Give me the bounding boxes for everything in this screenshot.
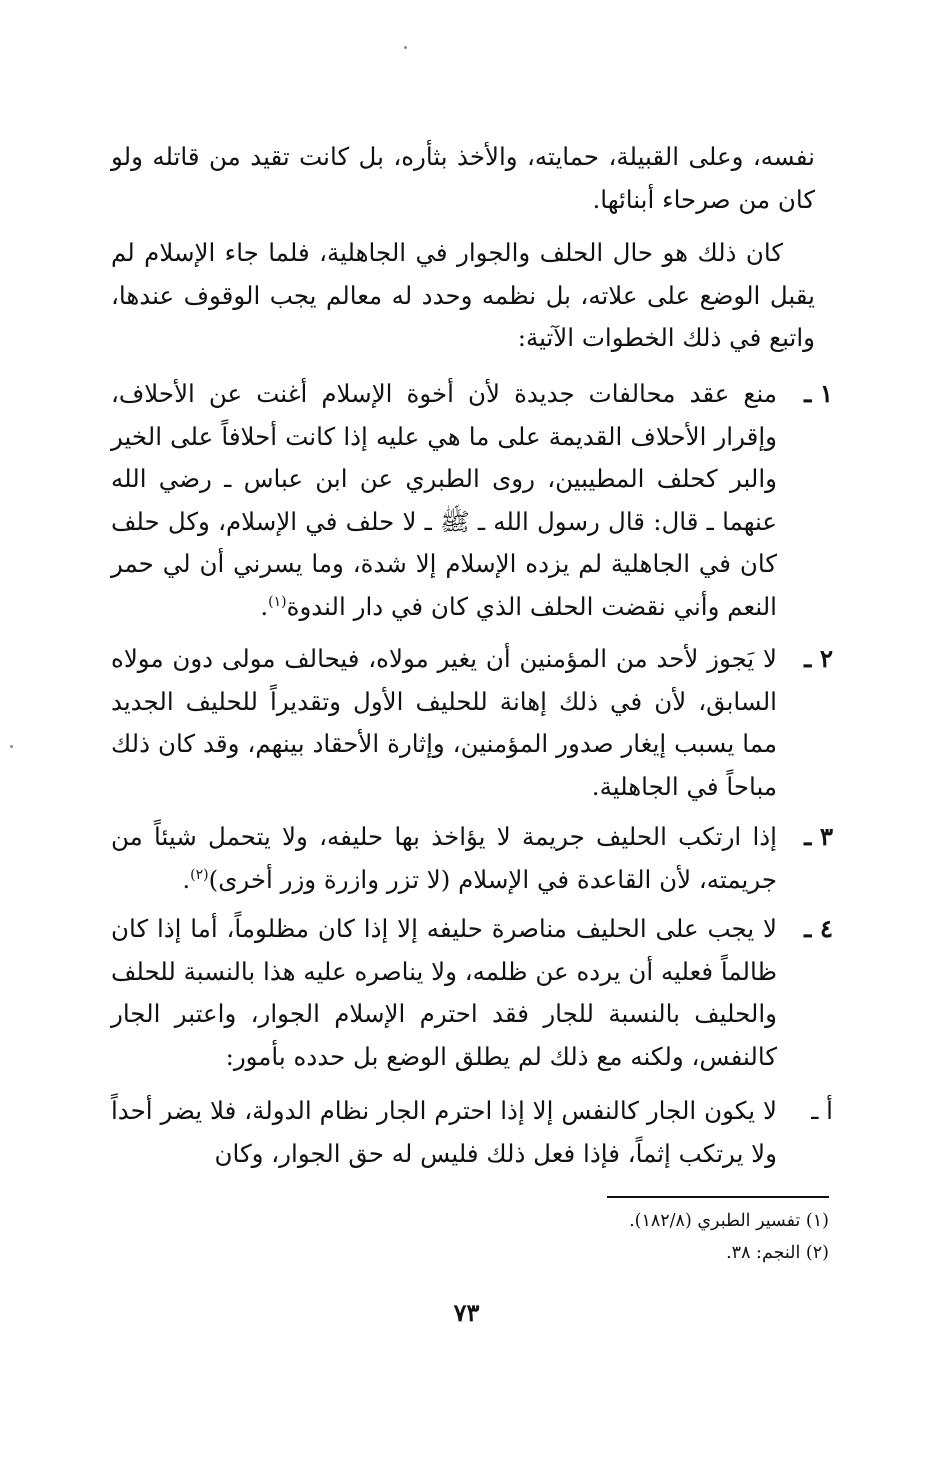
footnote-2: (٢) النجم: ٣٨. <box>726 1243 829 1263</box>
list-subitem-a <box>111 1090 833 1175</box>
list-item-tail: . <box>182 864 191 894</box>
list-item-4 <box>111 908 833 1078</box>
footnote-divider <box>607 1196 829 1198</box>
list-item-text: لا يكون الجار كالنفس إلا إذا احترم الجار نظام الدولة، فلا يضر أحداً ولا يرتكب إثماً، فإذا فعل ذلك فليس له حق الجوار، وكان <box>111 1096 777 1168</box>
paragraph-text: كان ذلك هو حال الحلف والجوار في الجاهلية، فلما جاء الإسلام لم يقبل الوضع على علاته، بل نظمه وحدد له معالم يجب الوقوف عندها، واتبع في ذلك الخطوات الآتية: <box>111 238 815 352</box>
paragraph-text: نفسه، وعلى القبيلة، حمايته، والأخذ بثأره، بل كانت تقيد من قاتله ولو كان من صرحاء أبنائها. <box>111 142 815 214</box>
list-item-text: منع عقد محالفات جديدة لأن أخوة الإسلام أغنت عن الأحلاف، وإقرار الأحلاف القديمة على ما هي عليه إذا كانت أحلافاً على الخير والبر كحلف المطيبين، روى الطبري عن ابن عباس ـ رضي الله عنهما ـ قال: قال رسول الله ـ ﷺ ـ لا حلف في الإسلام، وكل حلف كان في الجاهلية لم يزده الإسلام إلا شدة، وما يسرني أن لي حمر النعم وأني نقضت الحلف الذي كان في دار الندوة <box>111 379 777 621</box>
list-item-body <box>111 1090 777 1175</box>
list-item-body <box>111 638 777 808</box>
list-item-2 <box>111 638 833 808</box>
list-item-number: أ ـ <box>811 1096 833 1125</box>
list-item-body <box>111 908 777 1078</box>
scan-speck <box>10 745 13 748</box>
intro-paragraph-continued <box>111 136 815 221</box>
list-item-number: ٣ ـ <box>804 822 833 851</box>
page-number: ٧٣ <box>453 1298 480 1327</box>
footnote-reference: (٢) <box>190 866 209 883</box>
list-item-body <box>111 373 777 628</box>
footnote-reference: (١) <box>268 593 287 610</box>
list-item-number: ٤ ـ <box>804 914 833 943</box>
list-item-number: ١ ـ <box>804 379 833 408</box>
scan-speck <box>404 46 407 49</box>
list-item-text: لا يَجوز لأحد من المؤمنين أن يغير مولاه، فيحالف مولى دون مولاه السابق، لأن في ذلك إهانة للحليف الأول وتقديراً للحليف الجديد مما يسبب إيغار صدور المؤمنين، وإثارة الأحقاد بينهم، وقد كان ذلك مباحاً في الجاهلية. <box>111 644 777 801</box>
intro-paragraph <box>111 232 815 360</box>
list-item-text: إذا ارتكب الحليف جريمة لا يؤاخذ بها حليفه، ولا يتحمل شيئاً من جريمته، لأن القاعدة في الإسلام (لا تزر وازرة وزر أخرى) <box>111 822 777 894</box>
list-item-number: ٢ ـ <box>804 644 833 673</box>
list-item-tail: . <box>260 591 269 621</box>
list-item-body <box>111 816 777 901</box>
list-item-1 <box>111 373 833 628</box>
footnote-1: (١) تفسير الطبري (١٨٢/٨). <box>629 1211 829 1231</box>
list-item-3 <box>111 816 833 901</box>
list-item-text: لا يجب على الحليف مناصرة حليفه إلا إذا كان مظلوماً، أما إذا كان ظالماً فعليه أن يرده عن ظلمه، ولا يناصره عليه هذا بالنسبة للحلف والحليف بالنسبة للجار فقد احترم الإسلام الجوار، واعتبر الجار كالنفس، ولكنه مع ذلك لم يطلق الوضع بل حدده بأمور: <box>111 914 777 1071</box>
